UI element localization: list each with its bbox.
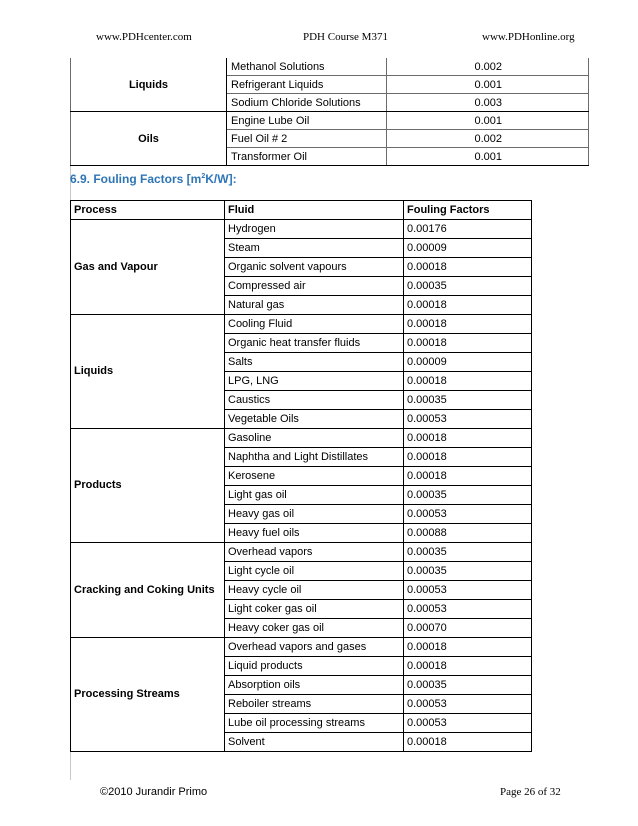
fluid-cell: Sodium Chloride Solutions — [227, 94, 387, 112]
process-label: Products — [71, 429, 225, 543]
fluid-cell: Liquid products — [225, 657, 404, 676]
factor-cell: 0.00053 — [404, 581, 532, 600]
group-label: Liquids — [71, 58, 227, 112]
process-label: Gas and Vapour — [71, 220, 225, 315]
factor-cell: 0.00053 — [404, 600, 532, 619]
fluid-cell: Transformer Oil — [227, 148, 387, 166]
fluid-cell: Organic heat transfer fluids — [225, 334, 404, 353]
header-left-site: www.PDHcenter.com — [96, 31, 192, 43]
factor-cell: 0.00035 — [404, 676, 532, 695]
fluid-cell: Compressed air — [225, 277, 404, 296]
process-label: Cracking and Coking Units — [71, 543, 225, 638]
process-label: Processing Streams — [71, 638, 225, 752]
fluid-cell: Heavy cycle oil — [225, 581, 404, 600]
table-row — [71, 220, 532, 239]
fluid-cell: Engine Lube Oil — [227, 112, 387, 130]
fluid-cell: Lube oil processing streams — [225, 714, 404, 733]
fluid-cell: Cooling Fluid — [225, 315, 404, 334]
process-label: Liquids — [71, 315, 225, 429]
table-row — [71, 112, 589, 130]
factor-cell: 0.00176 — [404, 220, 532, 239]
factor-cell: 0.00035 — [404, 391, 532, 410]
fluid-cell: Hydrogen — [225, 220, 404, 239]
fluid-cell: Absorption oils — [225, 676, 404, 695]
fluid-cell: Organic solvent vapours — [225, 258, 404, 277]
footer-copyright: ©2010 Jurandir Primo — [100, 786, 208, 798]
fluid-cell: Steam — [225, 239, 404, 258]
table-header-row — [71, 201, 532, 220]
value-cell: 0.002 — [387, 130, 589, 148]
fluid-cell: Overhead vapors — [225, 543, 404, 562]
table-row — [71, 429, 532, 448]
factor-cell: 0.00035 — [404, 562, 532, 581]
fluid-cell: Fuel Oil # 2 — [227, 130, 387, 148]
factor-cell: 0.00053 — [404, 410, 532, 429]
factor-cell: 0.00018 — [404, 657, 532, 676]
factor-cell: 0.00088 — [404, 524, 532, 543]
factor-cell: 0.00009 — [404, 353, 532, 372]
factor-cell: 0.00018 — [404, 638, 532, 657]
fluid-cell: Naphtha and Light Distillates — [225, 448, 404, 467]
section-title: 6.9. Fouling Factors $[m^2K/W]$: — [70, 172, 237, 186]
factor-cell: 0.00070 — [404, 619, 532, 638]
header-fouling-factors: Fouling Factors — [404, 201, 532, 220]
factor-cell: 0.00035 — [404, 277, 532, 296]
factor-cell: 0.00035 — [404, 543, 532, 562]
factor-cell: 0.00053 — [404, 505, 532, 524]
fluid-cell: Caustics — [225, 391, 404, 410]
fluid-cell: Salts — [225, 353, 404, 372]
factor-cell: 0.00053 — [404, 714, 532, 733]
header-fluid: Fluid — [225, 201, 404, 220]
fluid-cell: Reboiler streams — [225, 695, 404, 714]
factor-cell: 0.00053 — [404, 695, 532, 714]
factor-cell: 0.00035 — [404, 486, 532, 505]
group-label: Oils — [71, 112, 227, 166]
factor-cell: 0.00018 — [404, 733, 532, 752]
header-process: Process — [71, 201, 225, 220]
fluid-cell: Light gas oil — [225, 486, 404, 505]
factor-cell: 0.00018 — [404, 315, 532, 334]
table-row — [71, 58, 589, 76]
fouling-factors-table — [70, 200, 532, 752]
footer-page-number: Page 26 of 32 — [500, 786, 561, 798]
fluid-cell: Overhead vapors and gases — [225, 638, 404, 657]
factor-cell: 0.00018 — [404, 372, 532, 391]
fluid-cell: Natural gas — [225, 296, 404, 315]
fluid-cell: Light coker gas oil — [225, 600, 404, 619]
table-row — [71, 638, 532, 657]
fluid-cell: Light cycle oil — [225, 562, 404, 581]
fluid-cell: Solvent — [225, 733, 404, 752]
fluid-cell: LPG, LNG — [225, 372, 404, 391]
fluid-cell: Gasoline — [225, 429, 404, 448]
factor-cell: 0.00018 — [404, 448, 532, 467]
factor-cell: 0.00018 — [404, 258, 532, 277]
fluid-cell: Kerosene — [225, 467, 404, 486]
value-cell: 0.001 — [387, 112, 589, 130]
header-course: PDH Course M371 — [303, 31, 388, 43]
value-cell: 0.003 — [387, 94, 589, 112]
fluid-cell: Methanol Solutions — [227, 58, 387, 76]
header-right-site: www.PDHonline.org — [482, 31, 575, 43]
table-row — [71, 315, 532, 334]
fluid-cell: Heavy fuel oils — [225, 524, 404, 543]
factor-cell: 0.00018 — [404, 334, 532, 353]
factor-cell: 0.00009 — [404, 239, 532, 258]
fluid-continuation-table — [70, 58, 589, 166]
value-cell: 0.001 — [387, 148, 589, 166]
fluid-cell: Refrigerant Liquids — [227, 76, 387, 94]
factor-cell: 0.00018 — [404, 467, 532, 486]
factor-cell: 0.00018 — [404, 296, 532, 315]
factor-cell: 0.00018 — [404, 429, 532, 448]
fluid-cell: Vegetable Oils — [225, 410, 404, 429]
fluid-cell: Heavy coker gas oil — [225, 619, 404, 638]
value-cell: 0.002 — [387, 58, 589, 76]
table-row — [71, 543, 532, 562]
value-cell: 0.001 — [387, 76, 589, 94]
fluid-cell: Heavy gas oil — [225, 505, 404, 524]
